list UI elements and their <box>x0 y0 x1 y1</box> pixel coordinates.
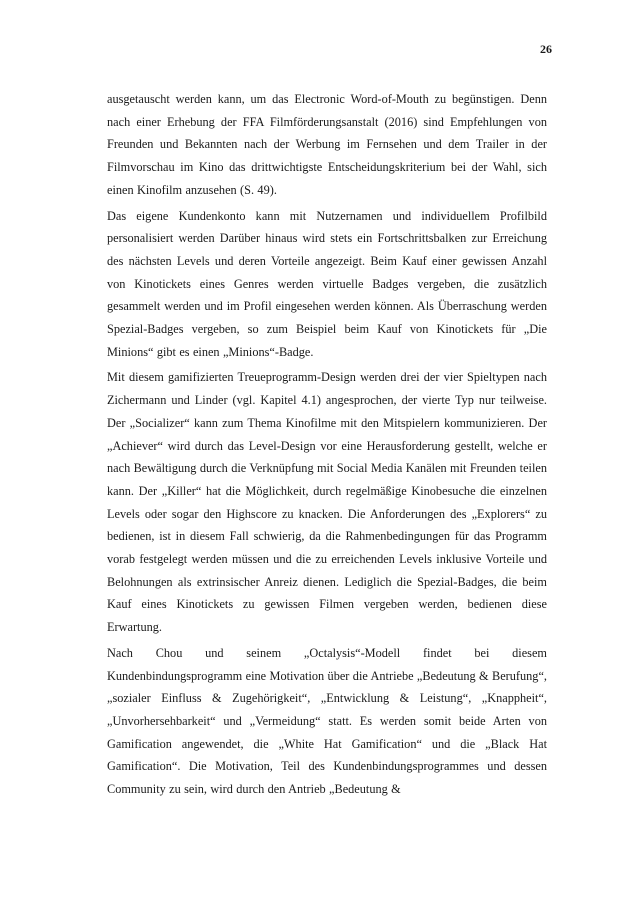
paragraph-spieltypen: Mit diesem gamifizierten Treueprogramm-Design werden drei der vier Spieltypen nach Zichermann und Linder (vgl. Kapitel 4.1) angesprochen, der vierte Typ nur teilweise. Der „Socializer“ kann zum Thema Kinofilme mit den Mitspielern kommunizieren. Der „Achiever“ wird durch das Level-Design vor eine Herausforderung gestellt, welche er nach Bewältigung durch die Verknüpfung mit Social Media Kanälen mit Freunden teilen kann. Der „Killer“ hat die Möglichkeit, durch regelmäßige Kinobesuche die einzelnen Levels oder sogar den Highscore zu knacken. Die Anforderungen des „Explorers“ zu bedienen, ist in diesem Fall schwierig, da die Rahmenbedingungen für das Programm vorab festgelegt werden müssen und die zu erreichenden Levels inklusive Vorteile und Belohnungen als extrinsischer Anreiz dienen. Lediglich die Spezial-Badges, die beim Kauf eines Kinotickets zu gewissen Filmen vergeben werden, bedienen diese Erwartung. <box>107 370 547 635</box>
paragraph-octalysis: Nach Chou und seinem „Octalysis“-Modell findet bei diesem Kundenbindungsprogramm eine Motivation über die Antriebe „Bedeutung & Berufung“, „sozialer Einfluss & Zugehörigkeit“, „Entwicklung & Leistung“, „Knappheit“, „Unvorhersehbarkeit“ und „Vermeidung“ statt. Es werden somit beide Arten von Gamification angewendet, die „White Hat Gamification“ und die „Black Hat Gamification“. Die Motivation, Teil des Kundenbindungsprogrammes und dessen Community zu sein, wird durch den Antrieb „Bedeutung & <box>107 645 547 797</box>
paragraph-kundenkonto: Das eigene Kundenkonto kann mit Nutzernamen und individuellem Profilbild personalisiert werden Darüber hinaus wird stets ein Fortschrittsbalken zur Erreichung des nächsten Levels und deren Vorteile angezeigt. Beim Kauf einer gewissen Anzahl von Kinotickets eines Genres werden virtuelle Badges vergeben, die zusätzlich gesammelt werden und im Profil eingesehen werden können. Als Überraschung werden Spezial-Badges vergeben, so zum Beispiel beim Kauf von Kinotickets für „Die Minions“ gibt es einen „Minions“-Badge. <box>107 208 547 359</box>
body-text <box>107 88 547 804</box>
paragraph-word-of-mouth: ausgetauscht werden kann, um das Electronic Word-of-Mouth zu begünstigen. Denn nach einer Erhebung der FFA Filmförderungsanstalt (2016) sind Empfehlungen von Freunden und Bekannten nach der Werbung im Fernsehen und dem Trailer in der Filmvorschau im Kino das drittwichtigste Entscheidungskriterium bei der Wahl, sich einen Kinofilm anzusehen (S. 49). <box>107 92 547 197</box>
page-number: 26 <box>540 42 552 56</box>
